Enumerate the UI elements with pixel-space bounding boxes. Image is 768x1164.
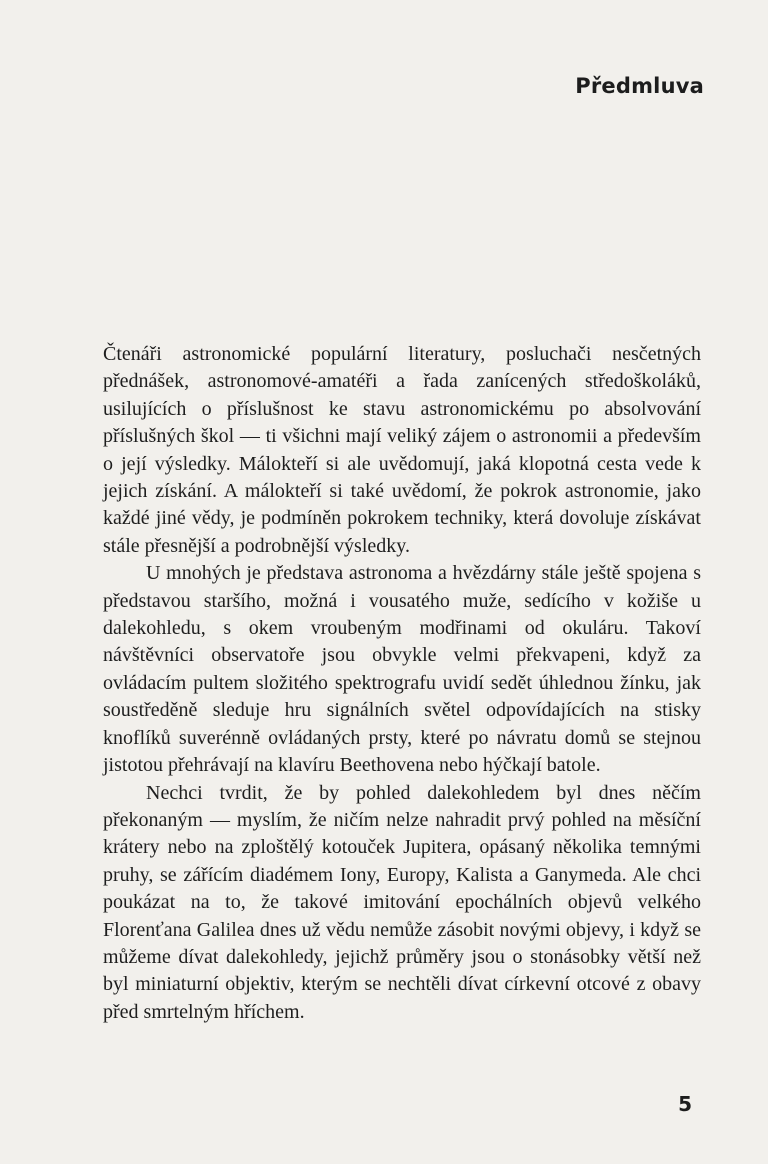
paragraph-2: U mnohých je představa astronoma a hvězdárny stále ještě spojena s představou staršího, možná i vousatého muže, sedícího v kožiše u dalekohledu, s okem vroubeným modřinami od okuláru. Takoví návštěvníci observatoře jsou obvykle velmi překvapeni, když za ovládacím pultem složitého spektrografu uvidí sedět úhlednou žínku, jak soustředěně sleduje hru signálních světel odpovídajících na stisky knoflíků suverénně ovládaných prsty, které po návratu domů se stejnou jistotou přehrávají na klavíru Beethovena nebo hýčkají batole. <box>103 562 701 777</box>
paragraph-3: Nechci tvrdit, že by pohled dalekohledem byl dnes něčím překonaným — myslím, že ničím nelze nahradit prvý pohled na měsíční krátery nebo na zploštělý kotouček Jupitera, opásaný několika temnými pruhy, se zářícím diadémem Iony, Europy, Kalista a Ganymeda. Ale chci poukázat na to, že takové imitování epochálních objevů velkého Florenťana Galilea dnes už vědu nemůže zásobit novými objevy, i když se můžeme dívat dalekohledy, jejichž průměry jsou o stonásobky větší než byl miniaturní objektiv, kterým se nechtěli dívat církevní otcové z obavy před smrtelným hříchem. <box>103 781 701 1023</box>
page-number: 5 <box>678 1092 692 1116</box>
body-text <box>103 341 701 1026</box>
chapter-heading: Předmluva <box>575 74 704 98</box>
paragraph-1: Čtenáři astronomické populární literatury, posluchači nesčetných přednášek, astronomové-amatéři a řada zanícených středoškoláků, usilujících o příslušnost ke stavu astronomickému po absolvování příslušných škol — ti všichni mají veliký zájem o astronomii a především o její výsledky. Málokteří si ale uvědomují, jaká klopotná cesta vede k jejich získání. A málokteří si také uvědomí, že pokrok astronomie, jako každé jiné vědy, je podmíněn pokrokem techniky, která dovoluje získávat stále přesnější a podrobnější výsledky. <box>103 343 701 557</box>
